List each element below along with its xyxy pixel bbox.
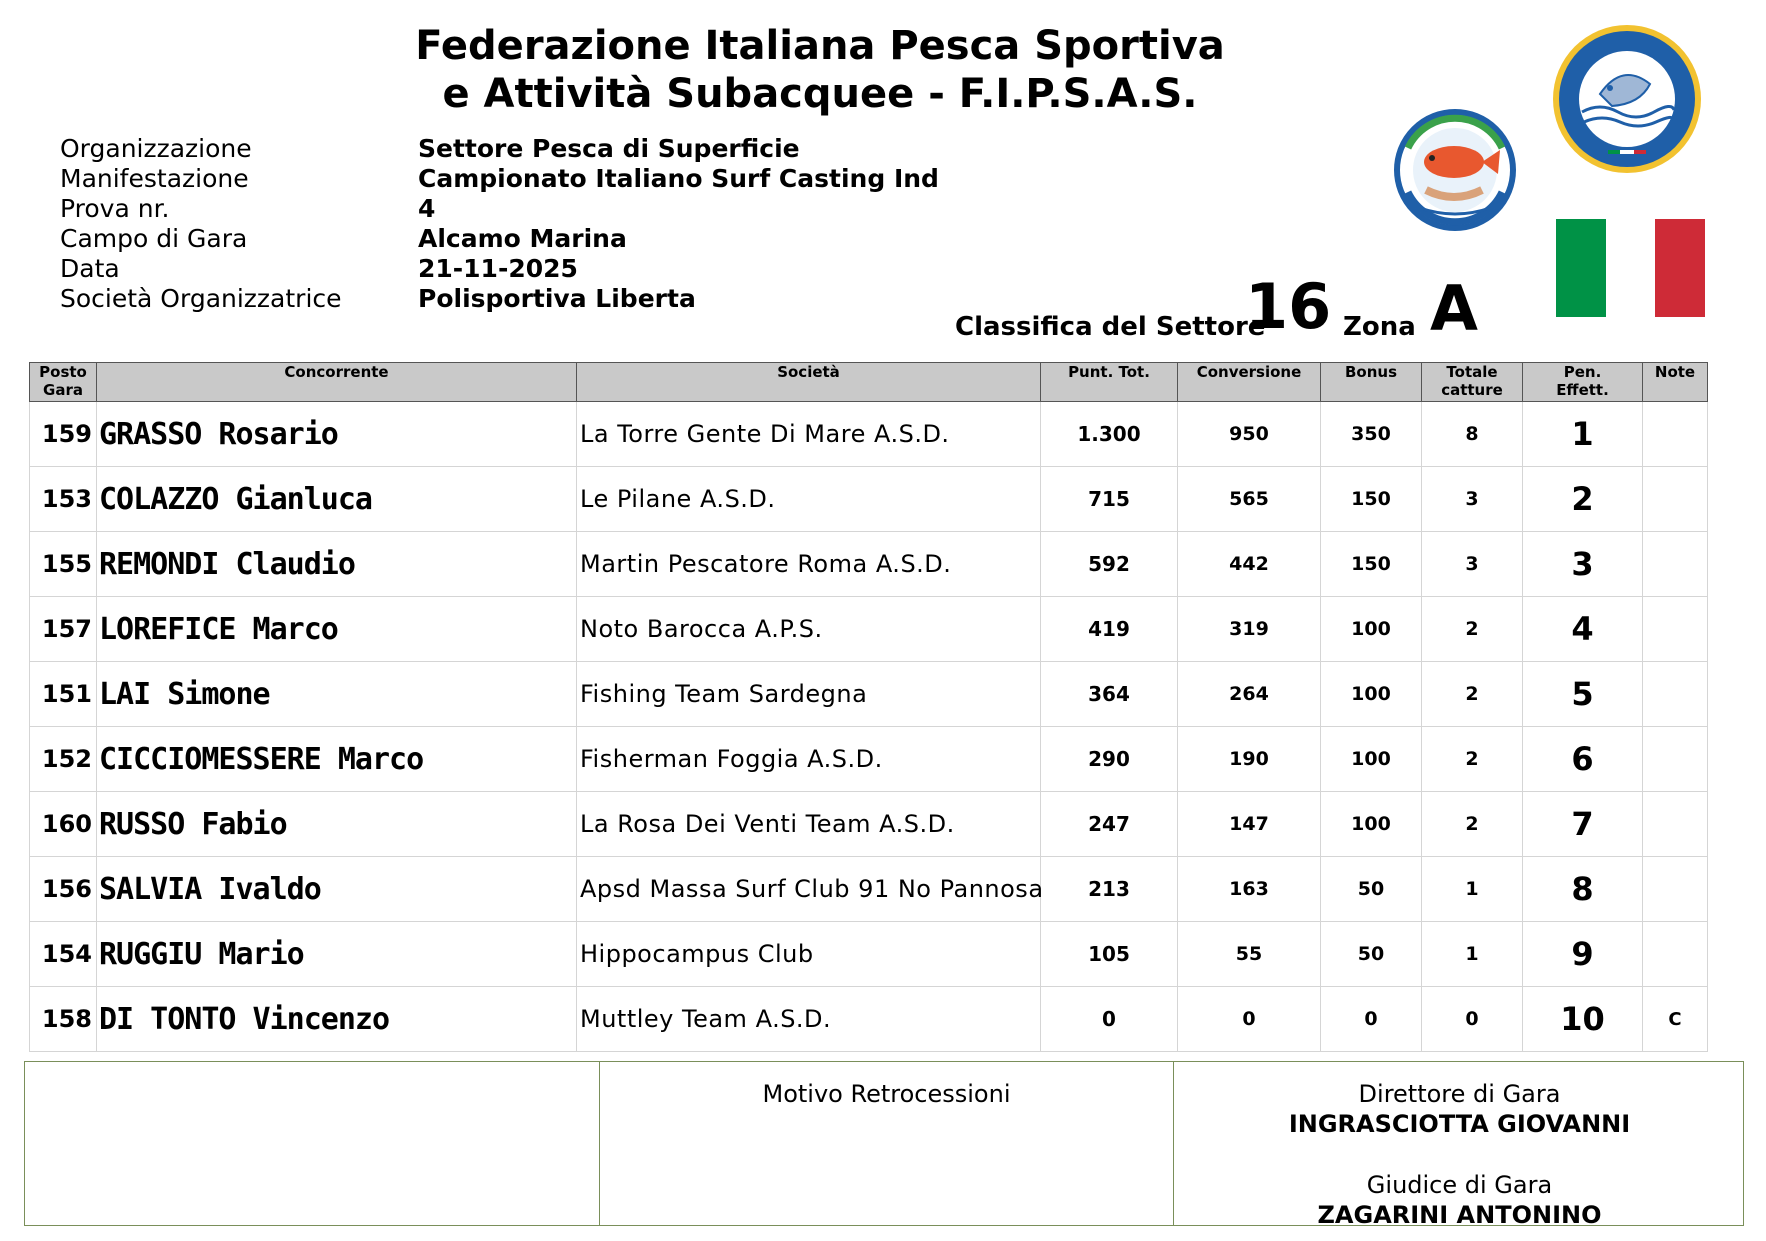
cell-bonus: 100: [1321, 792, 1422, 857]
info-label-organizzazione: Organizzazione: [60, 134, 252, 163]
cell-punt-tot: 592: [1041, 532, 1178, 597]
flag-green-stripe: [1556, 219, 1606, 317]
cell-punt-tot: 419: [1041, 597, 1178, 662]
cell-societa: La Torre Gente Di Mare A.S.D.: [577, 402, 1041, 467]
footer-box: [24, 1061, 1744, 1229]
giudice-name: ZAGARINI ANTONINO: [1317, 1201, 1602, 1229]
cell-note: [1643, 467, 1708, 532]
cell-bonus: 100: [1321, 662, 1422, 727]
cell-pen: 3: [1523, 532, 1643, 597]
cell-concorrente: LOREFICE Marco: [97, 597, 577, 662]
cell-note: [1643, 597, 1708, 662]
cell-conversione: 264: [1178, 662, 1321, 727]
cell-pen: 9: [1523, 922, 1643, 987]
giudice-label: Giudice di Gara: [1366, 1171, 1553, 1199]
info-value-campo: Alcamo Marina: [418, 224, 627, 253]
table-row: [30, 857, 1708, 922]
cell-societa: Apsd Massa Surf Club 91 No Pannosa: [577, 857, 1041, 922]
info-label-societa: Società Organizzatrice: [60, 284, 342, 313]
cell-conversione: 565: [1178, 467, 1321, 532]
cell-societa: Noto Barocca A.P.S.: [577, 597, 1041, 662]
cell-societa: Martin Pescatore Roma A.S.D.: [577, 532, 1041, 597]
cell-concorrente: RUGGIU Mario: [97, 922, 577, 987]
info-label-prova: Prova nr.: [60, 194, 170, 223]
table-header-row: [30, 363, 1708, 402]
cell-note: [1643, 727, 1708, 792]
cell-pen: 4: [1523, 597, 1643, 662]
header-posto: Posto Gara: [30, 363, 97, 402]
flag-white-stripe: [1606, 219, 1656, 317]
cell-posto: 160: [30, 792, 97, 857]
cell-posto: 155: [30, 532, 97, 597]
cell-conversione: 0: [1178, 987, 1321, 1052]
header-societa: Società: [577, 363, 1041, 402]
header-punt-tot: Punt. Tot.: [1041, 363, 1178, 402]
cell-posto: 151: [30, 662, 97, 727]
cell-catture: 2: [1422, 727, 1523, 792]
header-concorrente: Concorrente: [97, 363, 577, 402]
cell-posto: 157: [30, 597, 97, 662]
table-row: [30, 792, 1708, 857]
cell-posto: 153: [30, 467, 97, 532]
cell-punt-tot: 290: [1041, 727, 1178, 792]
cell-societa: Le Pilane A.S.D.: [577, 467, 1041, 532]
cell-punt-tot: 715: [1041, 467, 1178, 532]
results-table: [29, 362, 1708, 1052]
cell-pen: 7: [1523, 792, 1643, 857]
settore-number: 16: [1245, 270, 1332, 343]
cell-conversione: 950: [1178, 402, 1321, 467]
cell-bonus: 50: [1321, 922, 1422, 987]
table-row: [30, 532, 1708, 597]
cell-societa: Hippocampus Club: [577, 922, 1041, 987]
motivo-retrocessioni-label: Motivo Retrocessioni: [762, 1080, 1011, 1108]
cell-catture: 3: [1422, 467, 1523, 532]
cell-pen: 8: [1523, 857, 1643, 922]
header-conversione: Conversione: [1178, 363, 1321, 402]
info-label-manifestazione: Manifestazione: [60, 164, 249, 193]
table-row: [30, 597, 1708, 662]
cell-punt-tot: 247: [1041, 792, 1178, 857]
cell-societa: Muttley Team A.S.D.: [577, 987, 1041, 1052]
cell-pen: 1: [1523, 402, 1643, 467]
cell-bonus: 150: [1321, 532, 1422, 597]
cell-posto: 154: [30, 922, 97, 987]
cell-conversione: 442: [1178, 532, 1321, 597]
zona-value: A: [1430, 272, 1478, 345]
title-line-2: e Attività Subacquee - F.I.P.S.A.S.: [442, 71, 1198, 117]
info-value-prova: 4: [418, 194, 436, 223]
table-row: [30, 987, 1708, 1052]
cell-punt-tot: 213: [1041, 857, 1178, 922]
cell-societa: Fisherman Foggia A.S.D.: [577, 727, 1041, 792]
cell-posto: 152: [30, 727, 97, 792]
cell-pen: 2: [1523, 467, 1643, 532]
cell-note: [1643, 792, 1708, 857]
cell-note: [1643, 922, 1708, 987]
cell-concorrente: GRASSO Rosario: [97, 402, 577, 467]
cell-catture: 2: [1422, 662, 1523, 727]
cell-catture: 2: [1422, 792, 1523, 857]
cell-punt-tot: 105: [1041, 922, 1178, 987]
cell-pen: 6: [1523, 727, 1643, 792]
zona-label: Zona: [1343, 312, 1416, 342]
cell-bonus: 100: [1321, 597, 1422, 662]
cell-conversione: 190: [1178, 727, 1321, 792]
info-label-campo: Campo di Gara: [60, 224, 248, 253]
direttore-name: INGRASCIOTTA GIOVANNI: [1288, 1110, 1631, 1138]
info-value-data: 21-11-2025: [418, 254, 578, 283]
italian-flag: [1556, 219, 1705, 317]
cell-concorrente: LAI Simone: [97, 662, 577, 727]
info-value-societa: Polisportiva Liberta: [418, 284, 696, 313]
info-label-data: Data: [60, 254, 120, 283]
cell-bonus: 50: [1321, 857, 1422, 922]
cell-posto: 156: [30, 857, 97, 922]
table-row: [30, 402, 1708, 467]
title-line-1: Federazione Italiana Pesca Sportiva: [415, 23, 1225, 69]
table-row: [30, 467, 1708, 532]
cell-catture: 0: [1422, 987, 1523, 1052]
cell-catture: 1: [1422, 922, 1523, 987]
cell-punt-tot: 1.300: [1041, 402, 1178, 467]
cell-concorrente: DI TONTO Vincenzo: [97, 987, 577, 1052]
info-value-manifestazione: Campionato Italiano Surf Casting Ind: [418, 164, 939, 193]
cell-bonus: 350: [1321, 402, 1422, 467]
cell-concorrente: COLAZZO Gianluca: [97, 467, 577, 532]
cell-bonus: 0: [1321, 987, 1422, 1052]
cell-concorrente: REMONDI Claudio: [97, 532, 577, 597]
cell-pen: 10: [1523, 987, 1643, 1052]
cell-conversione: 147: [1178, 792, 1321, 857]
cell-bonus: 150: [1321, 467, 1422, 532]
header-note: Note: [1643, 363, 1708, 402]
header-totale-catture: Totale catture: [1422, 363, 1523, 402]
table-row: [30, 662, 1708, 727]
cell-posto: 158: [30, 987, 97, 1052]
cell-catture: 8: [1422, 402, 1523, 467]
cell-catture: 1: [1422, 857, 1523, 922]
header-bonus: Bonus: [1321, 363, 1422, 402]
table-row: [30, 727, 1708, 792]
table-row: [30, 922, 1708, 987]
cell-conversione: 163: [1178, 857, 1321, 922]
fipsas-logo: [1550, 22, 1704, 176]
cell-punt-tot: 0: [1041, 987, 1178, 1052]
info-value-organizzazione: Settore Pesca di Superficie: [418, 134, 800, 163]
direttore-label: Direttore di Gara: [1358, 1080, 1561, 1108]
classifica-label: Classifica del Settore: [955, 312, 1266, 342]
cell-concorrente: CICCIOMESSERE Marco: [97, 727, 577, 792]
cell-note: [1643, 662, 1708, 727]
footer-officials-cell: [1173, 1062, 1745, 1229]
cell-note: C: [1643, 987, 1708, 1052]
cell-pen: 5: [1523, 662, 1643, 727]
cell-note: [1643, 857, 1708, 922]
cell-punt-tot: 364: [1041, 662, 1178, 727]
cell-conversione: 55: [1178, 922, 1321, 987]
catch-release-logo: [1390, 108, 1520, 232]
cell-societa: La Rosa Dei Venti Team A.S.D.: [577, 792, 1041, 857]
footer-blank-cell: [25, 1062, 599, 1225]
cell-catture: 2: [1422, 597, 1523, 662]
cell-societa: Fishing Team Sardegna: [577, 662, 1041, 727]
cell-concorrente: RUSSO Fabio: [97, 792, 577, 857]
cell-note: [1643, 532, 1708, 597]
cell-note: [1643, 402, 1708, 467]
flag-red-stripe: [1655, 219, 1705, 317]
footer-motivo-cell: [599, 1062, 1173, 1225]
cell-conversione: 319: [1178, 597, 1321, 662]
header-pen-effett: Pen. Effett.: [1523, 363, 1643, 402]
cell-bonus: 100: [1321, 727, 1422, 792]
cell-catture: 3: [1422, 532, 1523, 597]
cell-posto: 159: [30, 402, 97, 467]
cell-concorrente: SALVIA Ivaldo: [97, 857, 577, 922]
